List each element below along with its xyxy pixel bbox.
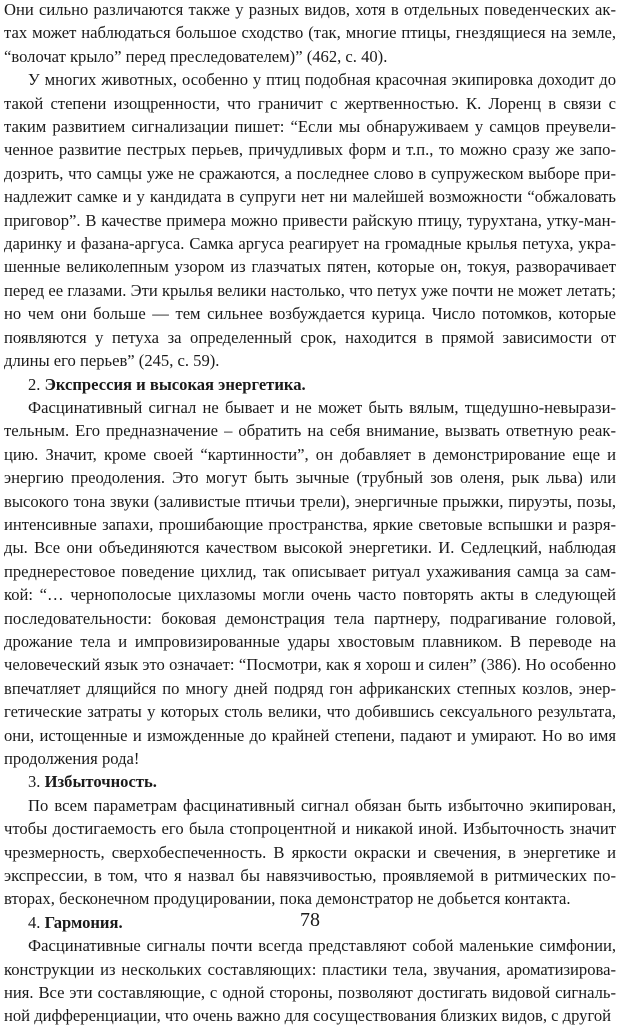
section-title: Гармония.: [44, 912, 123, 932]
body-text: [4, 0, 616, 1028]
section-heading-redundancy: [4, 770, 616, 793]
section-heading-expression: [4, 373, 616, 396]
paragraph-continuation: Они сильно различаются также у разных видов, хотя в отдельных поведенческих актах может наблюдаться большое сходство (так, многие птицы, гнездящиеся на земле, “волочат крыло” перед преследователем)” (462, с. 40).: [4, 0, 616, 66]
section-number: 3.: [28, 772, 41, 792]
section-number: 4.: [28, 912, 41, 932]
paragraph-redundancy: По всем параметрам фасцинативный сигнал обязан быть избыточно экипирован, чтобы достигаемость его была стопроцентной и никакой иной. Избыточность значит чрезмерность, сверхобеспеченность. В яркости окраски и свечения, в энергетике и экспрессии, в том, что я назвал бы навязчивостью, проявляемой в ритмических повторах, бесконечном продуцировании, пока демонстратор не добьется контакта.: [4, 795, 616, 909]
paragraph-lorenz-quote: У многих животных, особенно у птиц подобная красочная экипировка доходит до такой степени изощренности, что граничит с жертвенностью. К. Лоренц в связи с таким развитием сигнализации пишет: “Если мы обнаруживаем у самцов преувеличенное развитие пестрых перьев, причудливых форм и т.п., то можно сразу же заподозрить, что самцы уже не сражаются, а последнее слово в супружеском выборе принадлежит самке и у кандидата в супруги нет ни малейшей возможности “обжаловать приговор”. В качестве примера можно привести райскую птицу, турухтана, утку-мандаринку и фазана-аргуса. Самка аргуса реагирует на громадные крылья петуха, украшенные великолепным узором из глазчатых пятен, которые он, токуя, разворачивает перед ее глазами. Эти крылья велики настолько, что петух уже почти не может летать; но чем они больше — тем сильнее возбуждается курица. Число потомков, которые появляются у петуха за определенный срок, находится в прямой зависимости от длины его перьев” (245, с. 59).: [4, 70, 616, 371]
section-number: 2.: [28, 374, 41, 394]
paragraph-harmony: Фасцинативные сигналы почти всегда представляют собой маленькие симфонии, конструкции из нескольких составляющих: пластики тела, звучания, ароматизирования. Все эти составляющие, с одной стороны, позволяют достигать видовой сигнальной дифференциации, что очень важно для сосуществования близких видов, с другой: [4, 936, 616, 1026]
section-title: Избыточность.: [44, 772, 157, 792]
section-title: Экспрессия и высокая энергетика.: [44, 374, 306, 394]
paragraph-energy: Фасцинативный сигнал не бывает и не может быть вялым, тщедушно-невыразительным. Его предназначение – обратить на себя внимание, вызвать ответную реакцию. Значит, кроме своей “картинности”, он добавляет в демонстрирование еще и энергию преодоления. Это могут быть зычные (трубный зов оленя, рык льва) или высокого тона звуки (заливистые птичьи трели), энергичные прыжки, пируэты, позы, интенсивные запахи, прошибающие пространства, яркие световые вспышки и разряды. Все они объединяются качеством высокой энергетики. И. Седлецкий, наблюдая преднерестовое поведение цихлид, так описывает ритуал ухаживания самца за самкой: “… чернополосые цихлазомы могли очень часто повторять акты в следующей последовательности: боковая демонстрация тела партнеру, подрагивание головой, дрожание тела и импровизированные удары хвостовым плавником. В переводе на человеческий язык это означает: “Посмотри, как я хорош и силен” (386). Но особенно впечатляет длящийся по многу дней подряд гон африканских степных козлов, энергетические затраты у которых столь велики, что добившись сексуального результата, они, истощенные и изможденные до крайней степени, падают и умирают. Но во имя продолжения рода!: [4, 397, 616, 768]
page-number: 78: [300, 909, 320, 931]
